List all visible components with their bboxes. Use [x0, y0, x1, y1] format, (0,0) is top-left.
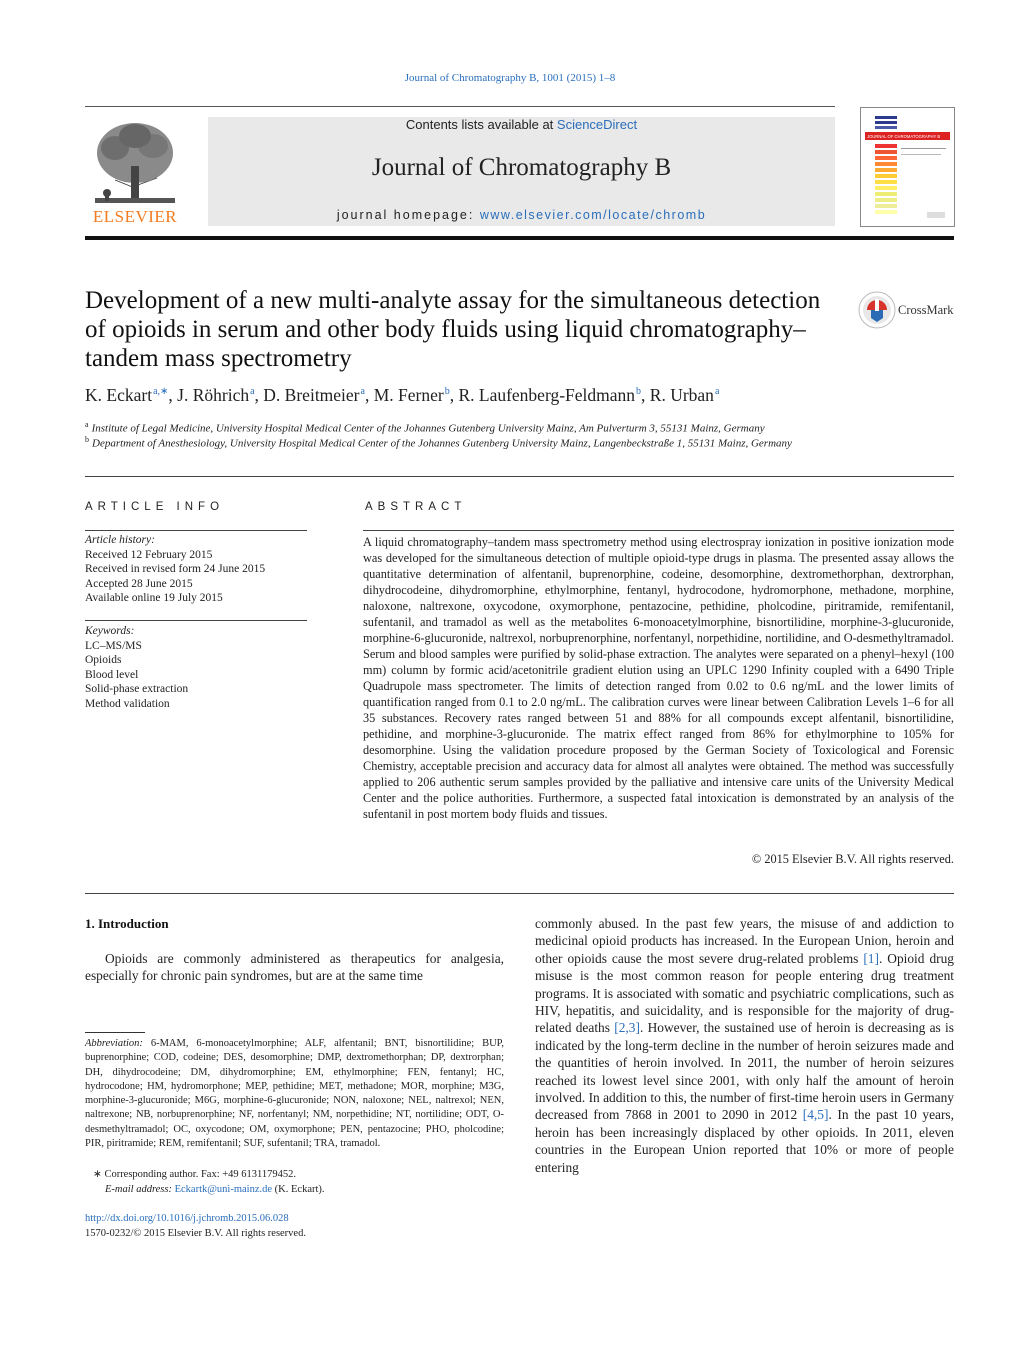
header-thick-rule	[85, 236, 954, 240]
keyword: Solid-phase extraction	[85, 683, 189, 695]
footnote-rule	[85, 1032, 145, 1033]
abstract-heading: ABSTRACT	[365, 501, 467, 513]
author-affiliation-mark[interactable]: a	[714, 386, 720, 397]
intro-paragraph-continued	[535, 915, 954, 1176]
journal-banner	[208, 117, 835, 226]
body-text: . In the past 10 years, heroin has been increasingly displaced by other opioids. In 2011, eleven countries in the European Union reported that 10% or more of people entering	[535, 1107, 954, 1175]
intro-paragraph: Opioids are commonly administered as therapeutics for analgesia, especially for chronic pain syndromes, but are at the same time	[85, 951, 504, 984]
abbreviations-footnote: Abbreviation: 6-MAM, 6-monoacetylmorphine; ALF, alfentanil; BNT, bisnortilidine; BUP, buprenorphine; COD, codeine; DES, desomorphine; DMP, dextromethorphan; DP, dextrorphan; DH, dihydrocodeine; DM, dihydromorphine; EM, ethylmorphine; FEN, fentanyl; HC, hydrocodone; HM, hydromorphone; MEP, pethidine; MET, methadone; MOR, morphine; M3G, morphine-3-glucuronide; M6G, morphine-6-glucuronide; NON, naloxone; NEL, naltrexol; NEN, naltrexone; NB, norbuprenorphine; NF, norfentanyl; NM, norpethidine; NT, nortilidine; ODT, O-desmethyltramadol; OC, oxycodone; OM, oxymorphone; PEN, pentazocine; PHO, pholcodine; PIR, piritramide; REM, remifentanil; SUF, sufentanil; TRA, tramadol.	[85, 1038, 504, 1150]
doi-link[interactable]: http://dx.doi.org/10.1016/j.jchromb.2015.06.028	[85, 1213, 289, 1224]
author-name[interactable]: R. Laufenberg-Feldmann	[458, 385, 636, 405]
author-list	[85, 385, 935, 406]
citation-link[interactable]: [2,3]	[614, 1020, 640, 1036]
history-revised: Received in revised form 24 June 2015	[85, 563, 266, 575]
author-separator: ,	[254, 385, 264, 405]
article-info-heading: ARTICLE INFO	[85, 501, 225, 513]
journal-title: Journal of Chromatography B	[371, 154, 672, 181]
affiliation-b: $^b$ Department of Anesthesiology, University Hospital Medical Center of the Johannes Gutenberg University Mainz, Langenbeckstraße 1, 55131 Mainz, Germany	[85, 435, 792, 450]
cover-stripes	[875, 116, 897, 129]
contents-line: Contents lists available at ScienceDirect	[405, 117, 638, 132]
author-affiliation-mark[interactable]: a	[250, 386, 255, 397]
header-rule	[85, 106, 835, 107]
keyword: LC–MS/MS	[85, 639, 142, 652]
citation-link[interactable]: [4,5]	[802, 1107, 829, 1123]
author-affiliation-mark[interactable]: b	[444, 386, 450, 397]
abstract-copyright: © 2015 Elsevier B.V. All rights reserved.	[751, 852, 954, 866]
homepage-link[interactable]: www.elsevier.com/locate/chromb	[479, 208, 707, 222]
elsevier-wordmark: ELSEVIER	[92, 207, 178, 226]
history-online: Available online 19 July 2015	[85, 592, 223, 604]
crossmark-badge[interactable]	[858, 291, 958, 331]
keywords-block: Keywords: LC–MS/MS Opioids Blood level Solid-phase extraction Method validation	[85, 624, 307, 711]
article-title: Development of a new multi-analyte assay for the simultaneous detection of opioids in serum and other body fluids using liquid chromatography–tandem mass spectrometry	[85, 287, 821, 372]
keyword: Blood level	[85, 668, 139, 681]
author-name[interactable]: M. Ferner	[373, 385, 444, 405]
abstract-text: A liquid chromatography–tandem mass spectrometry method using electrospray ionization in positive ionization mode was developed for the simultaneous detection of multiple opioid-type drugs in plasma. The presented assay allows the quantitative determination of alfentanil, buprenorphine, codeine, desomorphine, dextromethorphan, dextrorphan, dihydrocodeine, dihydromorphine, ethylmorphine, fentanyl, hydrocodone, hydromorphone, methadone, morphine, naloxone, naltrexone, oxycodone, oxymorphone, pentazocine, pethidine, pholcodine, piritramide, remifentanil, sufentanil, and tramadol as well as the metabolites 6-monoacetylmorphine, bisnortilidine, morphine-3-glucuronide, morphine-6-glucuronide, naltrexol, norbuprenorphine, norfentanyl, norpethidine, nortilidine, and O-desmethyltramadol. Serum and blood samples were purified by solid-phase extraction. The analytes were separated on a phenyl–hexyl (100 mm) column by formic acid/acetonitrile gradient elution using an UPLC 1290 Infinity coupled with a 6490 Triple Quadrupole mass spectrometer. The limits of detection ranged from 0.02 to 0.6 ng/mL and the lower limits of quantification ranged from 0.1 to 2.0 ng/mL. The calibration curves were linear between Calibration Levels 1–6 for all 35 substances. Recovery rates ranged between 51 and 88% for all compounds except alfentanil, bisnortilidine, pethidine, and morphine-3-glucuronide. The matrix effect ranged from 86% for ethylmorphine to 105% for desomorphine. Using the validation procedure proposed by the German Society of Toxicological and Forensic Chemistry, acceptable precision and accuracy data for almost all analytes were obtained. The method was successfully applied to 206 authentic serum samples provided by the palliative and intensive care units of the University Medical Center and the police authorities. Furthermore, a suspected fatal intoxication is demonstrated by an analysis of the sufentanil in post mortem body fluids and tissues.	[363, 535, 954, 821]
keywords-rule	[85, 620, 307, 621]
history-accepted: Accepted 28 June 2015	[85, 577, 193, 590]
body-text: . Opioid drug misuse is the most common reason for people entering drug treatment programs. It is associated with somatic and psychiatric complications, such as HIV, hepatitis, and suicidality, and is responsible for the majority of drug-related deaths	[535, 950, 954, 1036]
abstract-rule	[363, 530, 954, 531]
author-affiliation-mark[interactable]: a	[360, 386, 365, 397]
journal-homepage: journal homepage: www.elsevier.com/locate/chromb	[336, 208, 707, 222]
affiliation-a: $^a$ Institute of Legal Medicine, University Hospital Medical Center of the Johannes Gutenberg University Mainz, Am Pulverturm 3, 55131 Mainz, Germany	[85, 420, 765, 435]
doi-block	[85, 1212, 306, 1241]
author-separator: ,	[168, 385, 178, 405]
corresponding-author-footnote: ∗ Corresponding author. Fax: +49 6131179452. E-mail address: Eckartk@uni-mainz.de (K. Eckart).	[93, 1169, 325, 1195]
crossmark-icon	[858, 291, 898, 331]
author-name[interactable]: J. Röhrich	[177, 385, 250, 405]
body-text: . However, the sustained use of heroin is decreasing as is indicated by the long-term decline in the number of heroin seizures made and the quantities of heroin involved. In 2011, the number of heroin seizures reached its lowest level since 2001, with only half the amount of heroin involved. In addition to this, the number of first-time heroin users in Germany decreased from 7868 in 2001 to 2090 in 2012	[535, 1020, 954, 1123]
author-separator: ,	[641, 385, 650, 405]
author-affiliation-mark[interactable]: a,∗	[153, 386, 169, 397]
cover-title: JOURNAL OF CHROMATOGRAPHY B	[867, 134, 941, 139]
history-received: Received 12 February 2015	[85, 548, 213, 561]
author-separator: ,	[364, 385, 374, 405]
author-name[interactable]: D. Breitmeier	[263, 385, 360, 405]
author-affiliation-mark[interactable]: b	[636, 386, 642, 397]
journal-reference[interactable]: Journal of Chromatography B, 1001 (2015) 1–8	[404, 72, 616, 84]
sciencedirect-link[interactable]: ScienceDirect	[556, 117, 638, 132]
journal-cover-thumbnail[interactable]	[860, 107, 955, 227]
section-heading-introduction: 1. Introduction	[85, 916, 169, 931]
article-info-rule	[85, 530, 307, 531]
keyword: Opioids	[85, 654, 122, 666]
citation-link[interactable]: [1]	[863, 950, 879, 966]
issn-line: 1570-0232/© 2015 Elsevier B.V. All rights reserved.	[85, 1227, 306, 1239]
crossmark-label: CrossMark	[898, 303, 954, 317]
body-text: commonly abused. In the past few years, the misuse of and addiction to medicinal opioid products has increased. In the European Union, heroin and other opioids cause the most severe drug-related problems	[535, 916, 954, 966]
title-section-rule	[85, 476, 954, 477]
body-rule	[85, 893, 954, 894]
keyword: Method validation	[85, 697, 170, 710]
author-email-link[interactable]: Eckartk@uni-mainz.de	[174, 1183, 273, 1195]
author-name[interactable]: K. Eckart	[85, 385, 153, 405]
author-separator: ,	[449, 385, 459, 405]
article-history: Article history: Received 12 February 2015 Received in revised form 24 June 2015 Accepted 28 June 2015 Available online 19 July 2015	[85, 533, 307, 606]
author-name[interactable]: R. Urban	[649, 385, 714, 405]
